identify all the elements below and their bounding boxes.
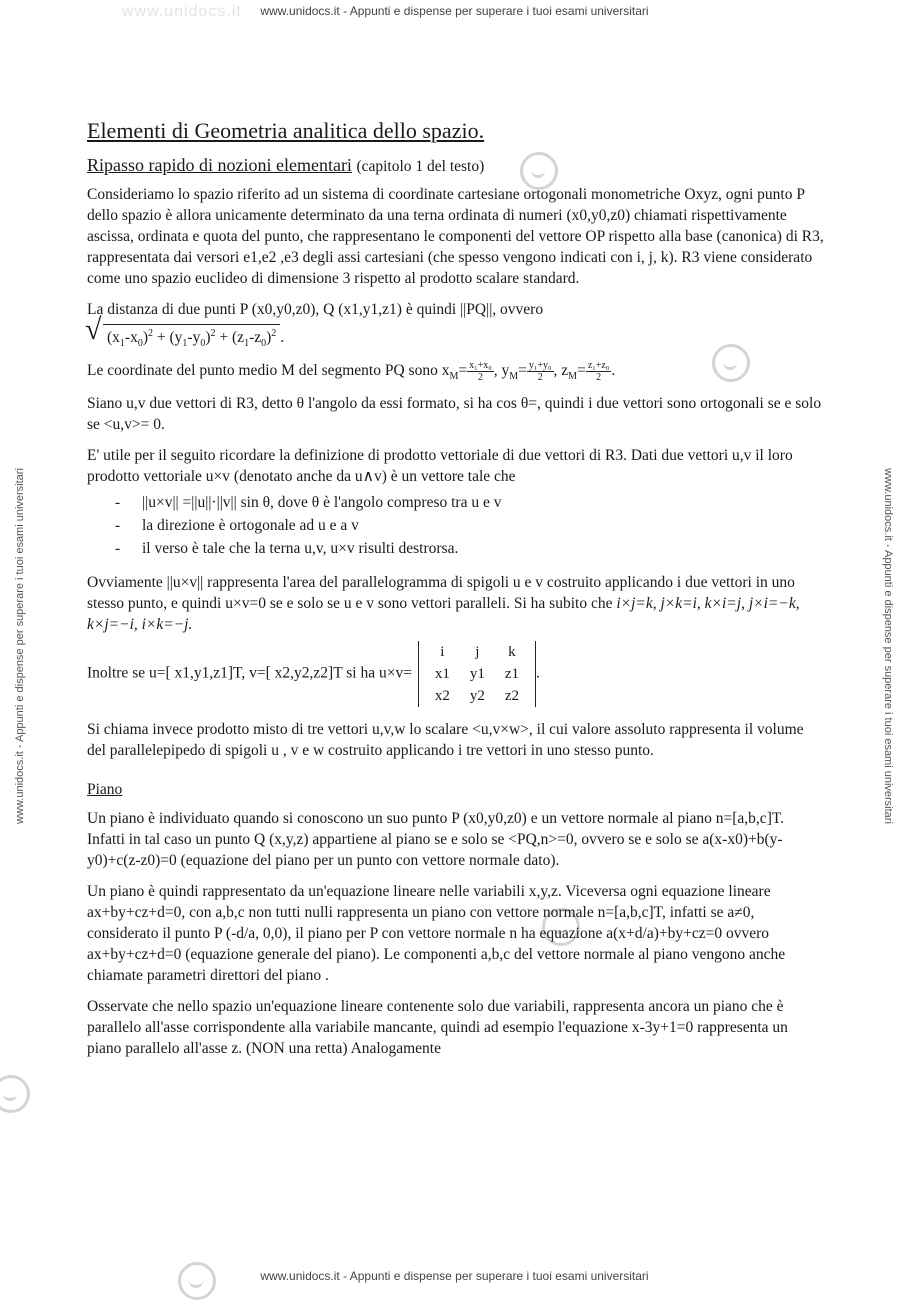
paragraph-area bbox=[87, 572, 825, 635]
determinant-matrix bbox=[418, 641, 536, 707]
matrix-cell: y2 bbox=[469, 688, 485, 704]
matrix-cell: y1 bbox=[469, 666, 485, 682]
watermark-bottom: www.unidocs.it - Appunti e dispense per superare i tuoi esami universitari bbox=[260, 1269, 649, 1283]
list-item: - il verso è tale che la terna u,v, u×v risulti destrorsa. bbox=[87, 537, 825, 560]
watermark-top: www.unidocs.it - Appunti e dispense per superare i tuoi esami universitari bbox=[260, 4, 649, 18]
matrix-cell: i bbox=[440, 644, 445, 660]
list-item: - ||u×v|| =||u||·||v|| sin θ, dove θ è l'angolo compreso tra u e v bbox=[87, 491, 825, 514]
watermark-side-left: www.unidocs.it - Appunti e dispense per superare i tuoi esami universitari bbox=[14, 468, 26, 824]
watermark-logo-icon bbox=[0, 1075, 30, 1113]
determinant-vectors: u=[ x1,y1,z1]T, v=[ x2,y2,z2]T si ha u×v= bbox=[148, 664, 412, 682]
paragraph-plane-equation: Un piano è quindi rappresentato da un'equazione lineare nelle variabili x,y,z. Viceversa ogni equazione lineare ax+by+cz+d=0, con a,b,c non tutti nulli rappresenta un piano con vettore normale n=[a,b,c]T, infatti se a≠0, considerato il punto P (-d/a, 0,0), il piano per P con vettore normale n ha equazione a(x+d/a)+by+cz=0 ovvero ax+by+cz+d=0 (equazione generale del piano). Le componenti a,b,c del vettore normale al piano vengono anche chiamate parametri direttori del piano . bbox=[87, 883, 786, 984]
watermark-faint: www.unidocs.it bbox=[122, 3, 242, 20]
paragraph-cross-product: E' utile per il seguito ricordare la definizione di prodotto vettoriale di due vettori di R3. Dati due vettori u,v il loro prodotto vettoriale u×v (denotato anche da u∧v) è un vettore tale che bbox=[87, 447, 793, 485]
matrix-cell: z1 bbox=[504, 666, 520, 682]
section-note: (capitolo 1 del testo) bbox=[356, 158, 485, 175]
unit-vector-products: i×j=k, j×k=i, k×i=j, j×i=−k, k×j=−i, i×k=−j. bbox=[87, 595, 800, 633]
watermark-side-right: www.unidocs.it - Appunti e dispense per superare i tuoi esami universitari bbox=[882, 468, 894, 824]
paragraph-angle: Siano u,v due vettori di R3, detto θ l'angolo da essi formato, si ha cos θ=, quindi i due vettori sono ortogonali se e solo se <u,v>= 0. bbox=[87, 395, 822, 433]
paragraph-distance: La distanza di due punti P (x0,y0,z0), Q (x1,y1,z1) è quindi ||PQ||, ovvero bbox=[87, 301, 544, 318]
paragraph-midpoint: Le coordinate del punto medio M del segmento PQ sono $x_M=$ $\frac{\text{x₁+x₀}}{2}$ , $y_M=$ $\frac{\text{y₁+y₀}}{2}$ , $z_M=$ $\frac{\text{z₁+z₀}}{2}$ . bbox=[87, 360, 616, 383]
area-text: Ovviamente ||u×v|| rappresenta l'area del parallelogramma di spigoli u e v costruito applicando i due vettori in uno stesso punto, e quindi u×v=0 se e solo se u e v sono vettori paralleli. Si ha subito che bbox=[87, 574, 795, 612]
paragraph-plane-two-variables: Osservate che nello spazio un'equazione lineare contenente solo due variabili, rappresenta ancora un piano che è parallelo all'asse corrispondente alla variabile mancante, quindi ad esempio l'equazione x-3y+1=0 rappresenta un piano parallelo all'asse z. (NON una retta) Analogamente bbox=[87, 998, 788, 1057]
determinant-prefix: Inoltre se bbox=[87, 664, 146, 682]
paragraph-plane-definition: Un piano è individuato quando si conoscono un suo punto P (x0,y0,z0) e un vettore normale al piano n=[a,b,c]T. Infatti in tal caso un punto Q (x,y,z) appartiene al piano se e solo se <PQ,n>=0, ovvero se e solo se a(x-x0)+b(y-y0)+c(z-z0)=0 (equazione del piano per un punto con vettore normale dato). bbox=[87, 810, 785, 869]
cross-product-properties bbox=[87, 491, 825, 560]
matrix-cell: k bbox=[508, 644, 516, 660]
cross-product-determinant-line: Inoltre se u=[ x1,y1,z1]T, v=[ x2,y2,z2]T si ha u×v= i j k x1 y1 z1 x2 y2 z2 . bbox=[87, 641, 825, 707]
midpoint-text: Le coordinate del punto medio M del segmento PQ sono bbox=[87, 362, 438, 380]
section-plane-heading: Piano bbox=[87, 781, 123, 798]
matrix-cell: x1 bbox=[434, 666, 450, 682]
matrix-cell: z2 bbox=[504, 688, 520, 704]
list-item: - la direzione è ortogonale ad u e a v bbox=[87, 514, 825, 537]
distance-formula: √ $(x_1-x_0)^2 + (y_1-y_0)^2 + (z_1-z_0)^2$ . bbox=[89, 324, 825, 348]
page-title: Elementi di Geometria analitica dello spazio. bbox=[87, 118, 485, 143]
matrix-cell: x2 bbox=[434, 688, 450, 704]
matrix-cell: j bbox=[475, 644, 480, 660]
section-title: Ripasso rapido di nozioni elementari bbox=[87, 155, 352, 175]
paragraph-mixed-product: Si chiama invece prodotto misto di tre vettori u,v,w lo scalare <u,v×w>, il cui valore assoluto rappresenta il volume del parallelepipedo di spigoli u , v e w costruito applicando i tre vettori in uno stesso punto. bbox=[87, 721, 804, 759]
section-heading bbox=[87, 154, 825, 178]
document-body bbox=[87, 118, 825, 1069]
paragraph-coordinates: Consideriamo lo spazio riferito ad un sistema di coordinate cartesiane ortogonali monometriche Oxyz, ogni punto P dello spazio è allora unicamente determinato da una terna ordinata di numeri (x0,y0,z0) chiamati rispettivamente ascissa, ordinata e quota del punto, che rappresentano le componenti del vettore OP rispetto alla base (canonica) di R3, rappresentata dai versori e1,e2 ,e3 degli assi cartesiani (che spesso vengono indicati con i, j, k). R3 viene considerato come uno spazio euclideo di dimensione 3 rispetto al prodotto scalare standard. bbox=[87, 186, 824, 287]
